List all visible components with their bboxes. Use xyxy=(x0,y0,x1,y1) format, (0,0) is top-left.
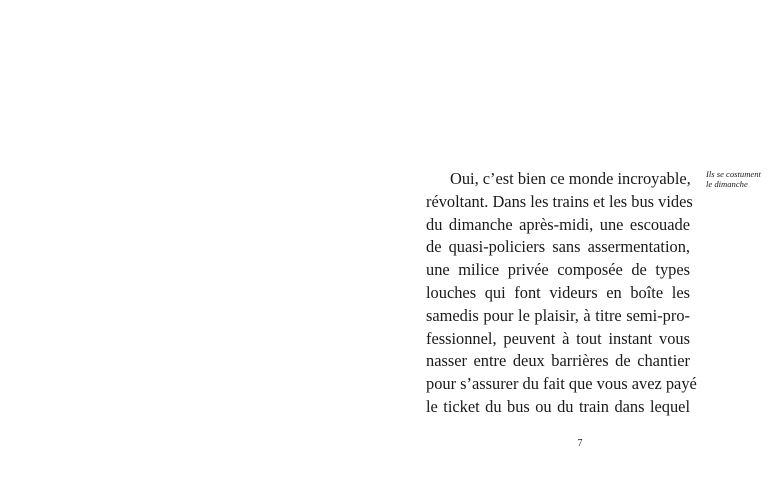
text-line: une milice privée composée de types xyxy=(426,260,690,280)
text-line: de quasi-policiers sans assermentation, xyxy=(426,237,690,257)
text-line: Oui, c’est bien ce monde incroyable, xyxy=(450,169,691,188)
margin-note-line: Ils se costument xyxy=(706,169,761,179)
page-number: 7 xyxy=(577,438,583,449)
margin-note xyxy=(706,170,766,189)
text-line: pour s’assurer du fait que vous avez payé xyxy=(426,374,697,394)
text-line: nasser entre deux barrières de chantier xyxy=(426,351,690,371)
text-line: fessionnel, peuvent à tout instant vous xyxy=(426,328,690,348)
text-line: samedis pour le plaisir, à titre semi-pro- xyxy=(426,305,690,325)
text-line: du dimanche après-midi, une escouade xyxy=(426,214,690,234)
body-paragraph xyxy=(426,168,697,419)
text-line: louches qui font videurs en boîte les xyxy=(426,282,690,302)
text-line: révoltant. Dans les trains et les bus vides xyxy=(426,191,693,211)
margin-note-line: le dimanche xyxy=(706,178,748,189)
text-line: le ticket du bus ou du train dans lequel xyxy=(426,396,690,416)
